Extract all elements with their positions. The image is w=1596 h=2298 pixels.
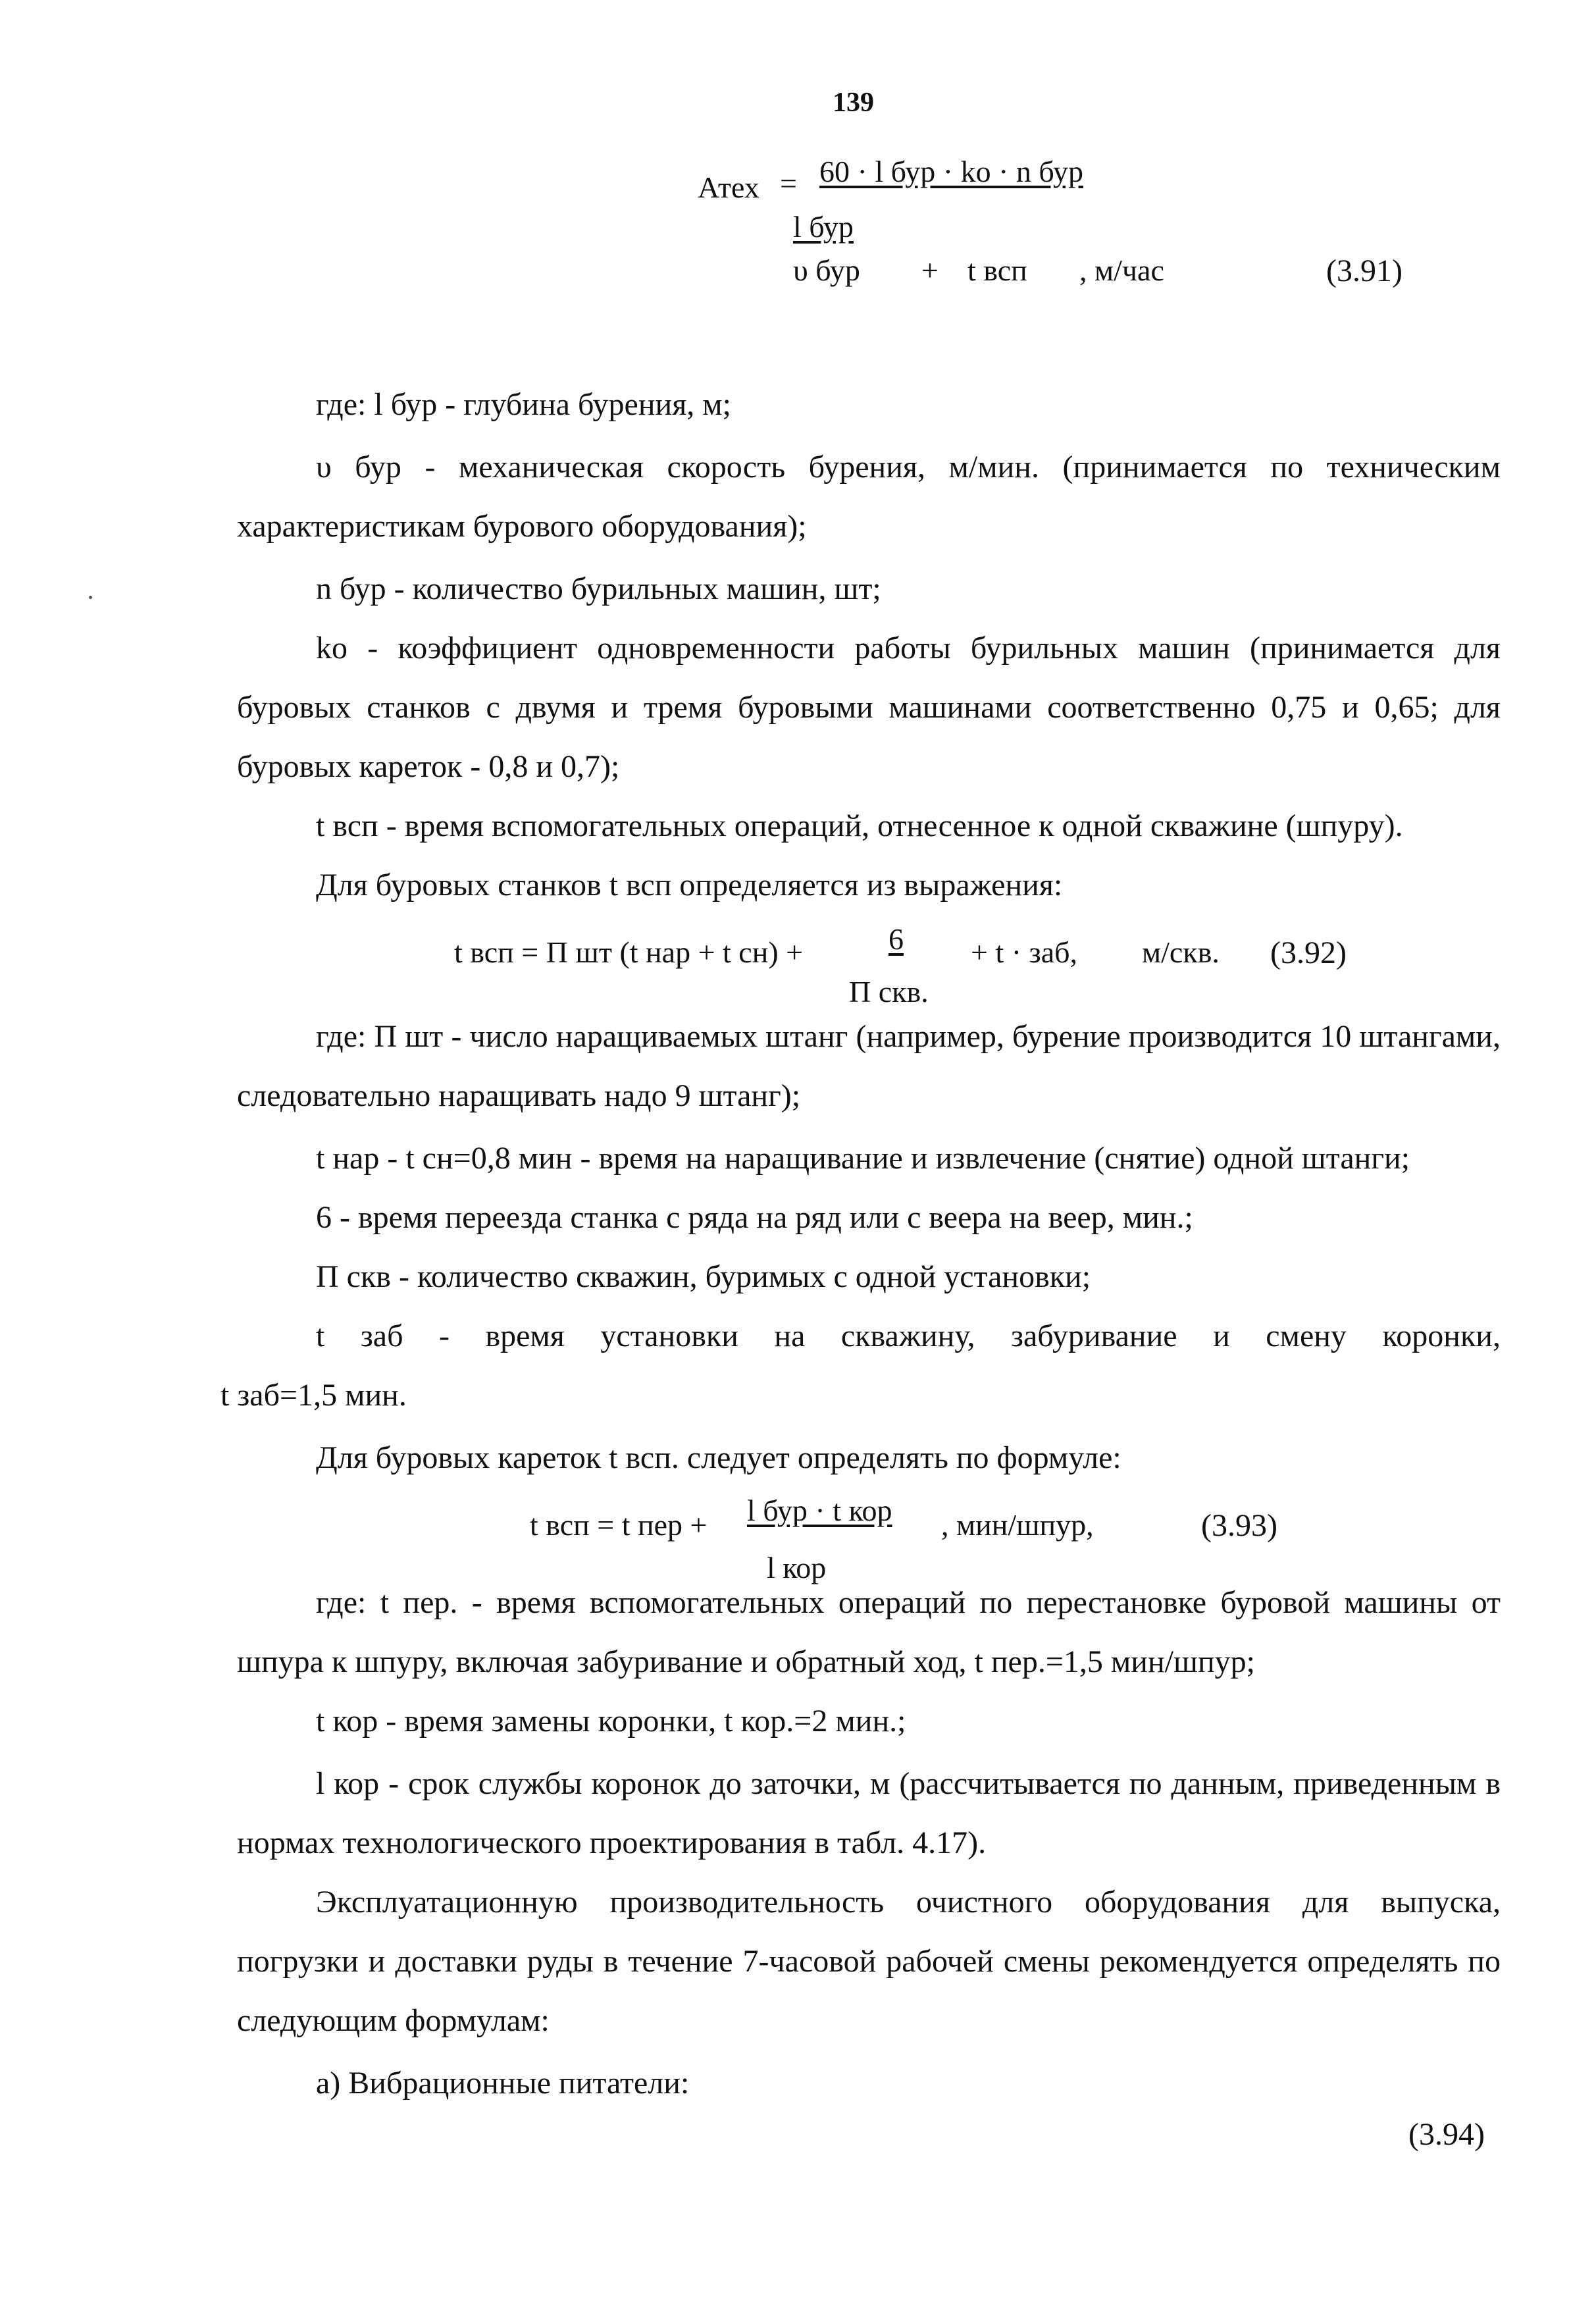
eq-inner-numerator: l бур [793,210,854,244]
paragraph: где: t пер. - время вспомогательных операций по перестановке буровой машины от шпура к шпуру, включая забуривание и обратный ход, t пер.=1,5 мин/шпур; [237,1585,1501,1679]
paragraph: t нар - t сн=0,8 мин - время на наращивание и извлечение (снятие) одной штанги; [316,1141,1410,1176]
paragraph: l кор - срок службы коронок до заточки, м (рассчитывается по данным, приведенным в нормах технологического проектирования в табл. 4.17). [237,1766,1501,1860]
paragraph: ko - коэффициент одновременности работы бурильных машин (принимается для буровых станков с двумя и тремя буровыми машинами соответственно 0,75 и 0,65; для буровых кареток - 0,8 и 0,7); [237,631,1501,784]
eq-lhs: Атех [698,170,759,204]
equation-number: (3.93) [1201,1508,1277,1543]
paragraph: Для буровых кареток t всп. следует определять по формуле: [316,1440,1121,1475]
eq-right: + t · заб, [971,935,1078,969]
paragraph: n бур - количество бурильных машин, шт; [316,571,881,606]
equation-number: (3.92) [1270,935,1347,970]
paragraph: t всп - время вспомогательных операций, отнесенное к одной скважине (шпуру). [316,808,1403,843]
eq-unit: , мин/шпур, [941,1508,1094,1542]
page-number: 139 [833,88,874,118]
equation-number: (3.91) [1326,253,1403,288]
eq-sign: = [780,167,797,200]
paragraph: υ бур - механическая скорость бурения, м/мин. (принимается по техническим характеристикам бурового оборудования); [237,450,1501,544]
eq-inner-denominator-b: t всп [967,253,1027,287]
eq-unit: м/скв. [1142,935,1220,969]
paragraph: t кор - время замены коронки, t кор.=2 мин.; [316,1704,906,1738]
eq-left: t всп = П шт (t нар + t сн) + [454,935,804,969]
paragraph: Для буровых станков t всп определяется из выражения: [316,868,1063,902]
eq-left: t всп = t пер + [530,1508,708,1542]
paragraph: Эксплуатационную производительность очистного оборудования для выпуска, погрузки и доставки руды в течение 7-часовой рабочей смены рекомендуется определять по следующим формулам: [237,1885,1501,2038]
paragraph: t заб - время установки на скважину, забуривание и смену коронки, [316,1319,1501,1353]
eq-denominator: П скв. [849,975,929,1008]
paragraph: 6 - время переезда станка с ряда на ряд или с веера на веер, мин.; [316,1200,1193,1235]
paragraph: t заб=1,5 мин. [220,1378,407,1413]
eq-numerator: 60 · l бур · ko · n бур [819,155,1084,188]
paragraph: где: П шт - число наращиваемых штанг (например, бурение производится 10 штангами, следовательно наращивать надо 9 штанг); [237,1019,1501,1113]
scan-speck [89,596,92,599]
eq-unit: , м/час [1079,253,1164,287]
paragraph: П скв - количество скважин, буримых с одной установки; [316,1259,1091,1294]
eq-numerator: l бур · t кор [747,1494,892,1527]
equation-number: (3.94) [1408,2117,1485,2152]
eq-denominator: l кор [767,1551,827,1584]
eq-inner-denominator-a: υ бур [793,253,860,287]
eq-numerator: 6 [888,922,904,956]
paragraph: где: l бур - глубина бурения, м; [316,387,732,422]
eq-plus: + [921,253,939,287]
paragraph: а) Вибрационные питатели: [316,2066,690,2101]
